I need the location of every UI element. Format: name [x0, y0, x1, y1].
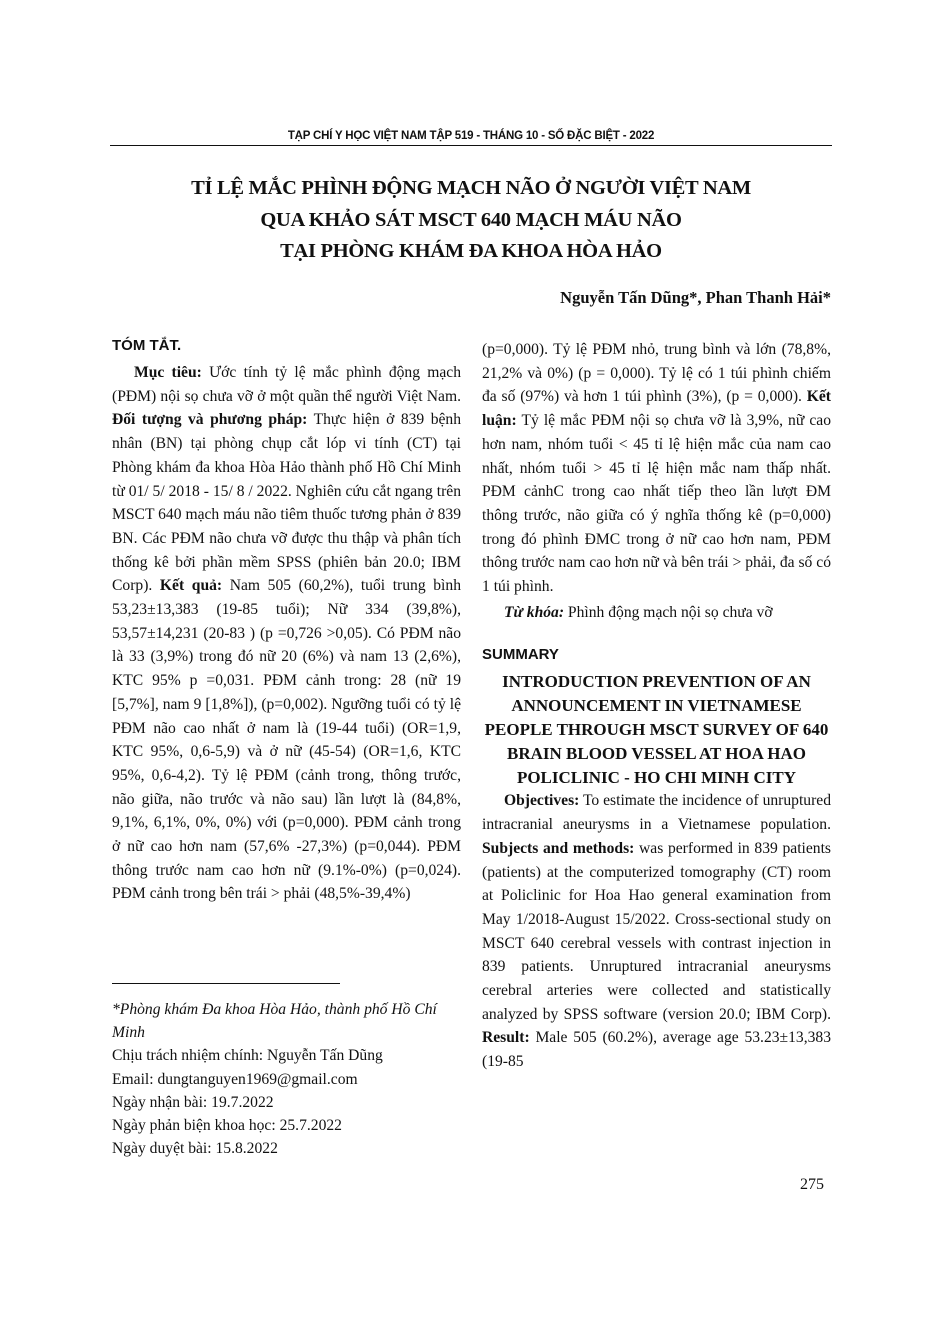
label-conclusion: Kết luận:	[482, 388, 831, 430]
email: Email: dungtanguyen1969@gmail.com	[112, 1070, 358, 1088]
summary-paragraph	[482, 789, 831, 1073]
affiliation: *Phòng khám Đa khoa Hòa Hảo, thành phố Hồ Chí Minh	[112, 1001, 437, 1042]
methods-text: Thực hiện ở 839 bệnh nhân (BN) tại phòng chụp cắt lóp vi tính (CT) tại Phòng khám đa khoa Hòa Hảo thành phố Hồ Chí Minh từ 01/ 5/ 2018 - 15/ 8 / 2022. Nghiên cứu cắt ngang trên MSCT 640 mạch máu não tiêm thuốc tương phản ở 839 BN. Các PĐM não chưa vỡ được thu thập và phân tích thống kê bởi phần mềm SPSS (phiên bản 20.0; IBM Corp).	[112, 411, 462, 595]
conclusion-text: Tỷ lệ mắc PĐM nội sọ chưa vỡ là 3,9%, nữ cao hơn nam, nhóm tuổi < 45 tỉ lệ hiện mắc của nam cao nhất, nhóm tuổi > 45 tỉ lệ hiện mắc nam thấp nhất. PĐM cảnhC trong cao nhất tiếp theo lần lượt ĐM thông trước, não giữa có ý nghĩa thống kê (p=0,000) trong đó phình ĐMC trong ở nữ cao hơn nam, PĐM thông trước nam cao hơn nữ và bên trái > phải, đa số có 1 túi phình.	[482, 412, 831, 596]
abstract-paragraph	[112, 361, 461, 906]
label-keywords: Từ khóa:	[504, 603, 565, 621]
english-title: INTRODUCTION PREVENTION OF AN ANNOUNCEMENT IN VIETNAMESE PEOPLE THROUGH MSCT SURVEY OF 640 BRAIN BLOOD VESSEL AT HOA HAO POLICLINIC - HO CHI MINH CITY	[484, 672, 829, 787]
authors: Nguyễn Tấn Dũng*, Phan Thanh Hải*	[560, 288, 831, 307]
title-line: TỈ LỆ MẮC PHÌNH ĐỘNG MẠCH NÃO Ở NGƯỜI VIỆT NAM	[191, 177, 751, 199]
left-column	[112, 335, 461, 906]
keywords	[482, 601, 831, 625]
title-line: TẠI PHÒNG KHÁM ĐA KHOA HÒA HẢO	[280, 240, 662, 262]
label-subjects-methods: Subjects and methods:	[482, 839, 635, 857]
label-results: Kết quả:	[159, 577, 223, 595]
date-received: Ngày nhận bài: 19.7.2022	[112, 1093, 274, 1111]
journal-header: TẠP CHÍ Y HỌC VIỆT NAM TẬP 519 - THÁNG 10 - SỐ ĐẶC BIỆT - 2022	[287, 130, 655, 142]
title-line: QUA KHẢO SÁT MSCT 640 MẠCH MÁU NÃO	[260, 208, 682, 231]
abstract-heading: TÓM TẮT.	[112, 337, 182, 354]
keywords-text: Phình động mạch nội sọ chưa vỡ	[564, 603, 773, 621]
result-text-en: Male 505 (60.2%), average age 53.23±13,383 (19-85	[482, 1029, 831, 1071]
label-methods: Đối tượng và phương pháp:	[112, 411, 308, 429]
results-text: Nam 505 (60,2%), tuổi trung bình 53,23±13,383 (19-85 tuổi); Nữ 334 (39,8%), 53,57±14,231 (20-83 ) (p =0,726 >0,05). Có PĐM não là 33 (3,9%) trong đó nữ 20 (6%) và nam 13 (2,6%), KTC 95% p =0,031. PĐM cảnh trong: 28 (nữ 19 [5,7%], nam 9 [1,8%]), (p=0,002). Ngưỡng tuổi có tỷ lệ PĐM não cao nhất ở nam là (19-44 tuổi) (OR=1,9, KTC 95%, 0,6-5,9) và ở nữ (45-54) (OR=1,6, KTC 95%, 0,6-4,2). Tỷ lệ PĐM (cảnh trong, thông trước, não giữa, não trước và não sau) lần lượt là (84,8%, 9,1%, 6,1%, 0%, 0%) với (p=0,000). PĐM cảnh trong ở nữ cao hơn nam (57,6% -27,3%) (p=0,044). PĐM thông trước nam cao hơn nữ (9.1%-0%) (p=0,024). PĐM cảnh trong bên trái > phải (48,5%-39,4%)	[112, 577, 461, 903]
label-result: Result:	[482, 1029, 530, 1047]
header-rule	[110, 145, 832, 146]
footnote-rule	[112, 983, 340, 984]
objectives-text: To estimate the incidence of unruptured intracranial aneurysms in a Vietnamese population.	[482, 792, 831, 834]
date-reviewed: Ngày phản biện khoa học: 25.7.2022	[112, 1117, 342, 1135]
label-objective: Mục tiêu:	[134, 364, 202, 381]
objective-text: Ước tính tỷ lệ mắc phình động mạch (PĐM) nội sọ chưa vỡ ở một quần thể người Việt Nam.	[112, 364, 461, 405]
responsible-author: Chịu trách nhiệm chính: Nguyễn Tấn Dũng	[112, 1047, 383, 1065]
methods-text-en: was performed in 839 patients (patients) at the computerized tomography (CT) room at Policlinic for Hoa Hao general examination from May 1/2018-August 15/2022. Cross-sectional study on MSCT 640 cerebral vessels with contrast injection in 839 patients. Unruptured intracranial aneurysms cerebral arteries were collected and statistically analyzed by SPSS software (version 20.0; IBM Corp).	[482, 839, 831, 1023]
date-accepted: Ngày duyệt bài: 15.8.2022	[112, 1140, 278, 1158]
footnotes	[112, 998, 461, 1160]
abstract-paragraph-cont	[482, 338, 831, 599]
article-title	[110, 173, 832, 268]
page-number: 275	[800, 1176, 824, 1193]
summary-heading: SUMMARY	[482, 646, 559, 664]
results-text-cont: (p=0,000). Tỷ lệ PĐM nhỏ, trung bình và lớn (78,8%, 21,2% và 0%) (p = 0,000). Tỷ lệ có 1 túi phình chiếm đa số (97%) và hơn 1 túi phình (3%), (p = 0,000).	[482, 341, 831, 406]
label-objectives: Objectives:	[504, 792, 580, 810]
right-column	[482, 338, 831, 1074]
